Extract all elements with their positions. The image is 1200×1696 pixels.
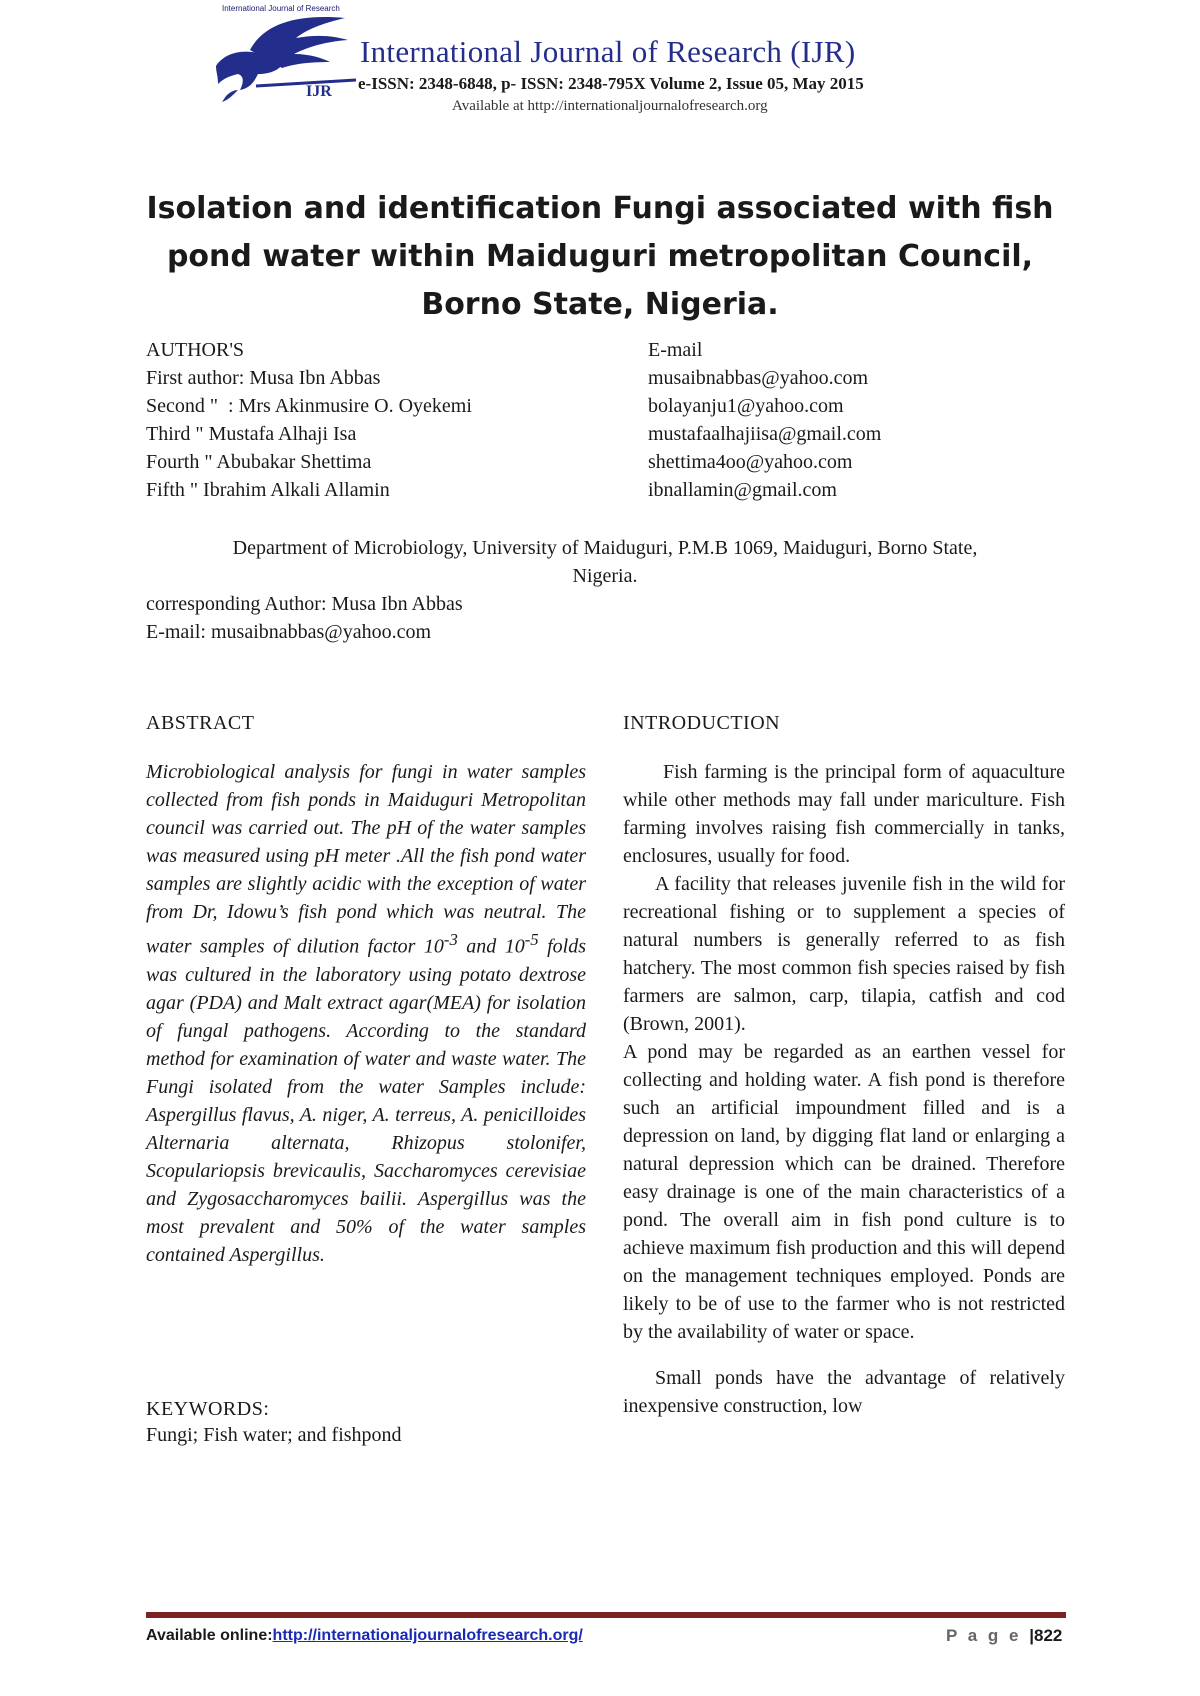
journal-title: International Journal of Research (IJR) [360, 34, 856, 69]
abstract-text-part: folds was cultured in the laboratory using potato dextrose agar (PDA) and Malt extract agar(MEA) for isolation of fungal pathogens. According to the standard method for examination of water and waste water. The Fungi isolated from the water Samples include: Aspergillus flavus, A. niger, A. terreus, A. penicilloides Alternaria alternata, Rhizopus stolonifer, Scopulariopsis brevicaulis, Saccharomyces cerevisiae and Zygosaccharomyces bailii. Aspergillus was the most prevalent and 50% of the water samples contained Aspergillus. [146, 935, 586, 1266]
author-email: ibnallamin@gmail.com [648, 479, 837, 501]
page-number-block [946, 1626, 1062, 1646]
corresponding-name: corresponding Author: Musa Ibn Abbas [146, 593, 463, 615]
title-line: pond water within Maiduguri metropolitan Council, [166, 239, 1034, 274]
abstract-text-part: and 10 [457, 935, 525, 958]
abstract-text [146, 758, 586, 1269]
author-name: Second " : Mrs Akinmusire O. Oyekemi [146, 395, 472, 417]
footer-rule [146, 1612, 1066, 1618]
superscript: -3 [443, 930, 458, 949]
keywords-text: Fungi; Fish water; and fishpond [146, 1424, 402, 1446]
author-name: First author: Musa Ibn Abbas [146, 367, 381, 389]
intro-paragraph: A facility that releases juvenile fish in the wild for recreational fishing or to supplement a species of natural numbers is generally referred to as fish hatchery. The most common fish species raised by fish farmers are salmon, carp, tilapia, catfish and cod (Brown, 2001). [623, 873, 1065, 1035]
introduction-text [623, 758, 1065, 1420]
title-line: Borno State, Nigeria. [421, 287, 779, 322]
intro-paragraph: Fish farming is the principal form of aquaculture while other methods may fall under mariculture. Fish farming involves raising fish commercially in tanks, enclosures, usually for food. [623, 761, 1065, 867]
intro-paragraph: Small ponds have the advantage of relatively inexpensive construction, low [623, 1367, 1065, 1417]
introduction-heading: INTRODUCTION [623, 712, 781, 734]
tiny-journal-name: International Journal of Research [222, 4, 340, 13]
page-label: P a g e [946, 1626, 1022, 1645]
author-name: Fourth " Abubakar Shettima [146, 451, 372, 473]
footer-available-online [146, 1627, 583, 1645]
email-header: E-mail [648, 339, 703, 361]
authors-header: AUTHOR'S [146, 339, 245, 361]
issn-line: e-ISSN: 2348-6848, p- ISSN: 2348-795X Volume 2, Issue 05, May 2015 [358, 74, 864, 93]
keywords-heading: KEYWORDS: [146, 1398, 270, 1420]
author-list [146, 336, 472, 504]
department-affiliation [140, 534, 1070, 590]
page-number: 822 [1034, 1626, 1063, 1645]
department-line: Department of Microbiology, University of Maiduguri, P.M.B 1069, Maiduguri, Borno State, [232, 537, 978, 559]
author-name: Fifth " Ibrahim Alkali Allamin [146, 479, 390, 501]
corresponding-email: E-mail: musaibnabbas@yahoo.com [146, 621, 432, 643]
author-email: shettima4oo@yahoo.com [648, 451, 853, 473]
footer-label: Available online: [146, 1627, 273, 1644]
author-name: Third " Mustafa Alhaji Isa [146, 423, 357, 445]
journal-logo [210, 4, 360, 108]
page-separator: | [1029, 1626, 1034, 1645]
intro-paragraph: A pond may be regarded as an earthen vessel for collecting and holding water. A fish pond is therefore such an artificial impoundment filled and is a depression on land, by digging flat land or enlarging a natural depression which can be drained. Therefore easy drainage is one of the main characteristics of a pond. The overall aim in fish pond culture is to achieve maximum fish production and this will depend on the management techniques employed. Ponds are likely to be of use to the farmer who is not restricted by the availability of water or space. [623, 1041, 1065, 1343]
superscript: -5 [524, 930, 539, 949]
author-email: musaibnabbas@yahoo.com [648, 367, 869, 389]
corresponding-author [146, 590, 463, 646]
paper-title [130, 185, 1070, 329]
email-list [648, 336, 881, 504]
title-line: Isolation and identification Fungi associated with fish [146, 191, 1054, 226]
author-email: mustafaalhajiisa@gmail.com [648, 423, 882, 445]
department-line: Nigeria. [572, 565, 638, 587]
logo-text: IJR [306, 83, 332, 100]
horse-leg [222, 90, 238, 102]
footer-link[interactable]: http://internationaljournalofresearch.org/ [272, 1627, 583, 1644]
available-at: Available at http://internationaljournalofresearch.org [452, 98, 768, 114]
abstract-text-part: Microbiological analysis for fungi in water samples collected from fish ponds in Maiduguri Metropolitan council was carried out. The pH of the water samples was measured using pH meter .All the fish pond water samples are slightly acidic with the exception of water from Dr, Idowu’s fish pond which was neutral. The water samples of dilution factor 10 [146, 761, 586, 958]
author-email: bolayanju1@yahoo.com [648, 395, 844, 417]
abstract-heading: ABSTRACT [146, 712, 255, 734]
